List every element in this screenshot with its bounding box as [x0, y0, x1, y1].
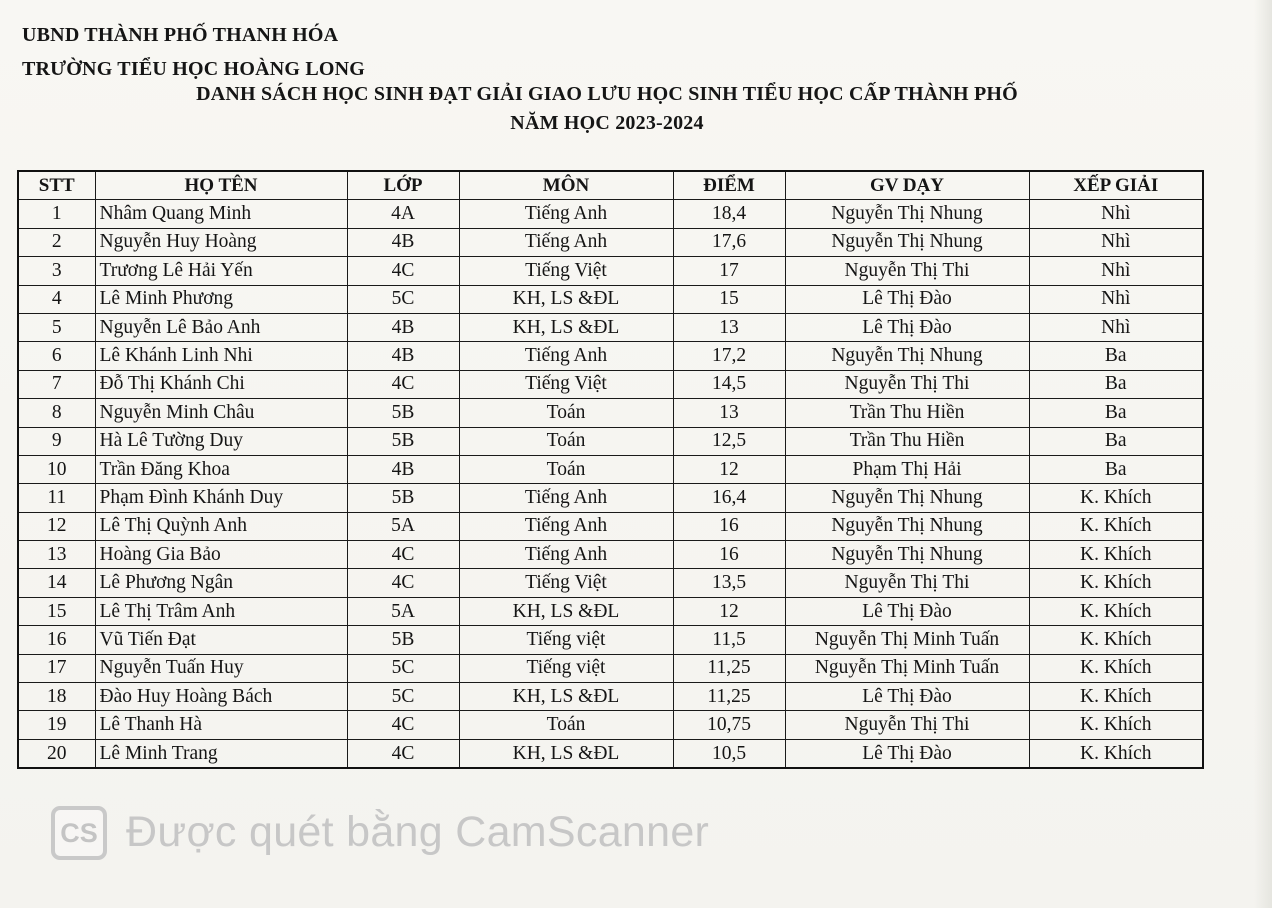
cell-class: 4C — [347, 739, 459, 768]
table-row — [18, 541, 1203, 569]
cell-name: Nhâm Quang Minh — [95, 200, 347, 228]
cell-score: 16 — [673, 512, 785, 540]
cell-class: 4C — [347, 370, 459, 398]
cell-award: K. Khích — [1029, 711, 1203, 739]
cell-award: K. Khích — [1029, 597, 1203, 625]
cell-subject: Toán — [459, 427, 673, 455]
cell-class: 4C — [347, 711, 459, 739]
cell-subject: KH, LS &ĐL — [459, 597, 673, 625]
cell-subject: KH, LS &ĐL — [459, 313, 673, 341]
cell-stt: 11 — [18, 484, 95, 512]
document-title: DANH SÁCH HỌC SINH ĐẠT GIẢI GIAO LƯU HỌC SINH TIỂU HỌC CẤP THÀNH PHỐ — [196, 83, 1018, 105]
cell-name: Hà Lê Tường Duy — [95, 427, 347, 455]
table-row — [18, 200, 1203, 228]
cell-subject: Tiếng Việt — [459, 257, 673, 285]
cell-subject: Tiếng Anh — [459, 484, 673, 512]
cell-award: K. Khích — [1029, 739, 1203, 768]
cell-class: 5B — [347, 427, 459, 455]
cell-class: 5B — [347, 626, 459, 654]
cell-stt: 3 — [18, 257, 95, 285]
table-row — [18, 228, 1203, 256]
cell-score: 12 — [673, 455, 785, 483]
table-row — [18, 512, 1203, 540]
agency-name: UBND THÀNH PHỐ THANH HÓA — [22, 24, 339, 46]
cell-stt: 13 — [18, 541, 95, 569]
cell-score: 13 — [673, 313, 785, 341]
cell-class: 4B — [347, 313, 459, 341]
table-row — [18, 654, 1203, 682]
cell-teacher: Trần Thu Hiền — [785, 399, 1029, 427]
camscanner-logo-icon: CS — [51, 806, 107, 860]
cell-teacher: Nguyễn Thị Nhung — [785, 342, 1029, 370]
cell-score: 16,4 — [673, 484, 785, 512]
table-row — [18, 313, 1203, 341]
cell-award: K. Khích — [1029, 541, 1203, 569]
scanner-watermark-text: Được quét bằng CamScanner — [126, 808, 710, 856]
school-name: TRƯỜNG TIỂU HỌC HOÀNG LONG — [22, 58, 366, 80]
table-row — [18, 626, 1203, 654]
cell-name: Lê Minh Trang — [95, 739, 347, 768]
column-header-name: HỌ TÊN — [95, 171, 347, 200]
cell-teacher: Phạm Thị Hải — [785, 455, 1029, 483]
page-edge-shadow — [1254, 0, 1272, 908]
cell-teacher: Lê Thị Đào — [785, 313, 1029, 341]
cell-score: 14,5 — [673, 370, 785, 398]
cell-class: 5C — [347, 683, 459, 711]
cell-teacher: Lê Thị Đào — [785, 683, 1029, 711]
cell-score: 13 — [673, 399, 785, 427]
cell-stt: 17 — [18, 654, 95, 682]
cell-subject: Toán — [459, 399, 673, 427]
column-header-class: LỚP — [347, 171, 459, 200]
table-row — [18, 399, 1203, 427]
cell-subject: Tiếng việt — [459, 626, 673, 654]
cell-subject: Tiếng việt — [459, 654, 673, 682]
cell-award: Ba — [1029, 370, 1203, 398]
cell-subject: Tiếng Anh — [459, 342, 673, 370]
cell-class: 5A — [347, 512, 459, 540]
table-row — [18, 427, 1203, 455]
column-header-score: ĐIỂM — [673, 171, 785, 200]
cell-stt: 14 — [18, 569, 95, 597]
table-row — [18, 739, 1203, 768]
cell-score: 17 — [673, 257, 785, 285]
cell-class: 4B — [347, 455, 459, 483]
cell-class: 5B — [347, 399, 459, 427]
cell-teacher: Nguyễn Thị Nhung — [785, 512, 1029, 540]
cell-subject: KH, LS &ĐL — [459, 739, 673, 768]
cell-stt: 12 — [18, 512, 95, 540]
cell-stt: 8 — [18, 399, 95, 427]
table-row — [18, 455, 1203, 483]
cell-award: Ba — [1029, 399, 1203, 427]
cell-subject: Tiếng Việt — [459, 569, 673, 597]
cell-score: 13,5 — [673, 569, 785, 597]
cell-name: Lê Khánh Linh Nhi — [95, 342, 347, 370]
cell-teacher: Nguyễn Thị Nhung — [785, 200, 1029, 228]
table-row — [18, 597, 1203, 625]
school-year: NĂM HỌC 2023-2024 — [510, 112, 704, 134]
cell-name: Đào Huy Hoàng Bách — [95, 683, 347, 711]
cell-stt: 18 — [18, 683, 95, 711]
cell-name: Lê Phương Ngân — [95, 569, 347, 597]
cell-teacher: Nguyễn Thị Thi — [785, 711, 1029, 739]
cell-subject: Tiếng Việt — [459, 370, 673, 398]
cell-teacher: Nguyễn Thị Thi — [785, 370, 1029, 398]
cell-stt: 4 — [18, 285, 95, 313]
table-body — [18, 200, 1203, 768]
cell-name: Lê Thị Quỳnh Anh — [95, 512, 347, 540]
column-header-teacher: GV DẠY — [785, 171, 1029, 200]
cell-teacher: Nguyễn Thị Thi — [785, 257, 1029, 285]
table-row — [18, 683, 1203, 711]
cell-stt: 10 — [18, 455, 95, 483]
table-row — [18, 370, 1203, 398]
cell-name: Trần Đăng Khoa — [95, 455, 347, 483]
cell-subject: Toán — [459, 455, 673, 483]
table-row — [18, 711, 1203, 739]
cell-award: K. Khích — [1029, 484, 1203, 512]
cell-score: 15 — [673, 285, 785, 313]
cell-stt: 2 — [18, 228, 95, 256]
cell-score: 17,6 — [673, 228, 785, 256]
cell-subject: Tiếng Anh — [459, 512, 673, 540]
cell-name: Hoàng Gia Bảo — [95, 541, 347, 569]
cell-stt: 7 — [18, 370, 95, 398]
cell-name: Phạm Đình Khánh Duy — [95, 484, 347, 512]
cell-score: 17,2 — [673, 342, 785, 370]
cell-award: K. Khích — [1029, 569, 1203, 597]
cell-name: Nguyễn Huy Hoàng — [95, 228, 347, 256]
cell-award: K. Khích — [1029, 683, 1203, 711]
cell-stt: 15 — [18, 597, 95, 625]
table-header-row — [18, 171, 1203, 200]
cell-teacher: Lê Thị Đào — [785, 739, 1029, 768]
cell-class: 4C — [347, 569, 459, 597]
cell-name: Nguyễn Minh Châu — [95, 399, 347, 427]
table-row — [18, 342, 1203, 370]
cell-award: K. Khích — [1029, 654, 1203, 682]
cell-award: Nhì — [1029, 285, 1203, 313]
cell-award: Nhì — [1029, 200, 1203, 228]
cell-award: K. Khích — [1029, 626, 1203, 654]
cell-subject: KH, LS &ĐL — [459, 683, 673, 711]
cell-name: Lê Minh Phương — [95, 285, 347, 313]
cell-stt: 9 — [18, 427, 95, 455]
table-row — [18, 484, 1203, 512]
cell-teacher: Lê Thị Đào — [785, 597, 1029, 625]
table-row — [18, 569, 1203, 597]
cell-stt: 16 — [18, 626, 95, 654]
table-row — [18, 285, 1203, 313]
cell-score: 10,5 — [673, 739, 785, 768]
cell-subject: Tiếng Anh — [459, 200, 673, 228]
table-row — [18, 257, 1203, 285]
cell-teacher: Nguyễn Thị Thi — [785, 569, 1029, 597]
cell-subject: Tiếng Anh — [459, 541, 673, 569]
cell-teacher: Trần Thu Hiền — [785, 427, 1029, 455]
cell-score: 12 — [673, 597, 785, 625]
cell-name: Trương Lê Hải Yến — [95, 257, 347, 285]
cell-class: 4B — [347, 342, 459, 370]
cell-score: 18,4 — [673, 200, 785, 228]
cell-award: Nhì — [1029, 228, 1203, 256]
cell-teacher: Nguyễn Thị Nhung — [785, 484, 1029, 512]
cell-award: Nhì — [1029, 313, 1203, 341]
cell-score: 12,5 — [673, 427, 785, 455]
cell-class: 4A — [347, 200, 459, 228]
cell-name: Lê Thanh Hà — [95, 711, 347, 739]
cell-class: 4B — [347, 228, 459, 256]
cell-name: Nguyễn Lê Bảo Anh — [95, 313, 347, 341]
cell-class: 5A — [347, 597, 459, 625]
cell-class: 5B — [347, 484, 459, 512]
cell-award: Ba — [1029, 427, 1203, 455]
cell-subject: KH, LS &ĐL — [459, 285, 673, 313]
cell-class: 4C — [347, 541, 459, 569]
cell-class: 5C — [347, 654, 459, 682]
cell-award: Nhì — [1029, 257, 1203, 285]
cell-class: 4C — [347, 257, 459, 285]
cell-score: 16 — [673, 541, 785, 569]
cell-name: Đỗ Thị Khánh Chi — [95, 370, 347, 398]
cell-award: Ba — [1029, 455, 1203, 483]
cell-name: Vũ Tiến Đạt — [95, 626, 347, 654]
cell-award: Ba — [1029, 342, 1203, 370]
cell-teacher: Nguyễn Thị Nhung — [785, 541, 1029, 569]
cell-stt: 5 — [18, 313, 95, 341]
cell-name: Lê Thị Trâm Anh — [95, 597, 347, 625]
cell-score: 11,25 — [673, 683, 785, 711]
cell-stt: 6 — [18, 342, 95, 370]
cell-award: K. Khích — [1029, 512, 1203, 540]
column-header-stt: STT — [18, 171, 95, 200]
cell-teacher: Nguyễn Thị Minh Tuấn — [785, 654, 1029, 682]
cell-teacher: Lê Thị Đào — [785, 285, 1029, 313]
cell-score: 11,25 — [673, 654, 785, 682]
column-header-subject: MÔN — [459, 171, 673, 200]
cell-score: 10,75 — [673, 711, 785, 739]
column-header-award: XẾP GIẢI — [1029, 171, 1203, 200]
cell-subject: Toán — [459, 711, 673, 739]
cell-class: 5C — [347, 285, 459, 313]
results-table — [17, 170, 1204, 769]
cell-stt: 20 — [18, 739, 95, 768]
cell-stt: 19 — [18, 711, 95, 739]
cell-name: Nguyễn Tuấn Huy — [95, 654, 347, 682]
cell-stt: 1 — [18, 200, 95, 228]
cell-score: 11,5 — [673, 626, 785, 654]
cell-teacher: Nguyễn Thị Minh Tuấn — [785, 626, 1029, 654]
cell-subject: Tiếng Anh — [459, 228, 673, 256]
cell-teacher: Nguyễn Thị Nhung — [785, 228, 1029, 256]
